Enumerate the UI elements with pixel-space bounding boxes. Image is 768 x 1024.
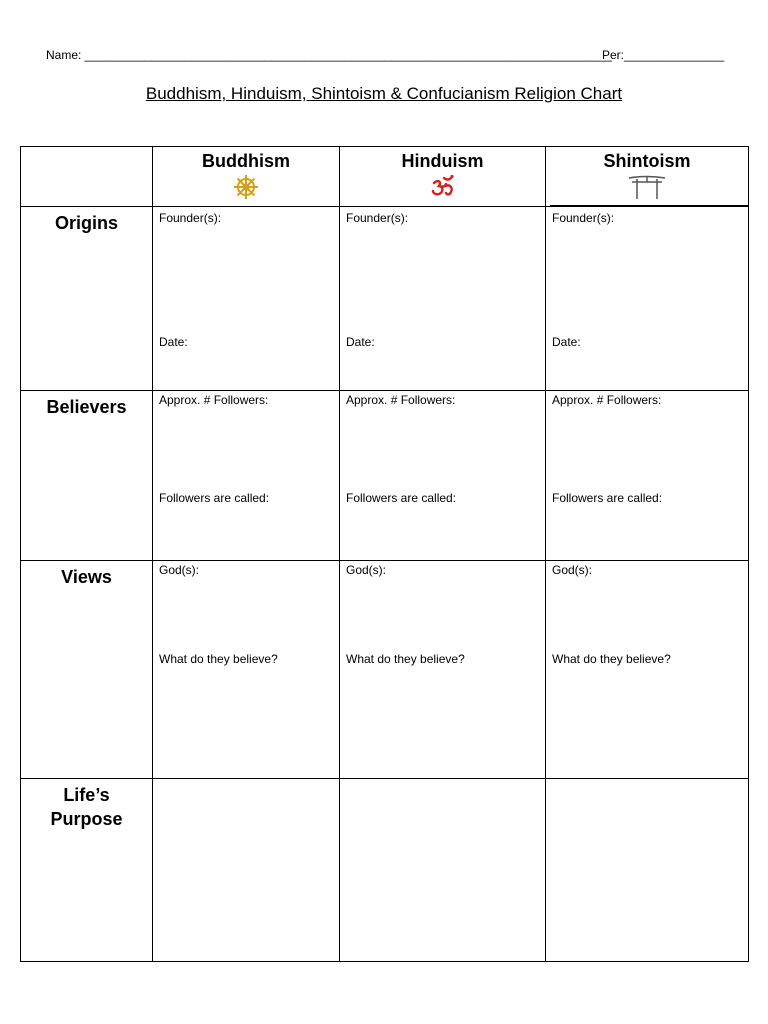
followers-called-label: Followers are called: (159, 491, 270, 505)
column-title: Buddhism (202, 151, 290, 171)
approx-followers-label: Approx. # Followers: (346, 393, 456, 407)
column-header-hinduism (340, 147, 546, 207)
gods-label: God(s): (346, 563, 387, 577)
torii-gate-icon (627, 174, 667, 200)
column-header-buddhism (153, 147, 340, 207)
beliefs-label: What do they believe? (346, 652, 465, 666)
column-title: Hinduism (401, 151, 484, 171)
gods-label: God(s): (159, 563, 200, 577)
row-label-origins: Origins (21, 207, 153, 391)
approx-followers-label: Approx. # Followers: (552, 393, 662, 407)
gods-label: God(s): (552, 563, 593, 577)
cell-purpose-shintoism[interactable] (546, 779, 749, 962)
followers-called-label: Followers are called: (552, 491, 663, 505)
row-origins (21, 207, 749, 391)
cell-believers-buddhism[interactable] (153, 391, 340, 561)
beliefs-label: What do they believe? (552, 652, 671, 666)
cell-views-hinduism[interactable] (340, 561, 546, 779)
name-field[interactable]: Name: _______________________________________________________________________________ (46, 48, 612, 62)
cell-origins-shintoism[interactable] (546, 207, 749, 391)
row-label-purpose: Life’s Purpose (21, 779, 153, 962)
column-header-shintoism (546, 147, 749, 207)
om-icon (430, 174, 456, 200)
cell-believers-shintoism[interactable] (546, 391, 749, 561)
header-row (21, 147, 749, 207)
row-views (21, 561, 749, 779)
corner-cell (21, 147, 153, 207)
cell-purpose-hinduism[interactable] (340, 779, 546, 962)
cell-purpose-buddhism[interactable] (153, 779, 340, 962)
followers-called-label: Followers are called: (346, 491, 457, 505)
row-purpose (21, 779, 749, 962)
row-label-believers: Believers (21, 391, 153, 561)
row-believers (21, 391, 749, 561)
beliefs-label: What do they believe? (159, 652, 278, 666)
page-title: Buddhism, Hinduism, Shintoism & Confucianism Religion Chart (145, 84, 623, 103)
date-label: Date: (159, 335, 188, 349)
row-label-views: Views (21, 561, 153, 779)
dharma-wheel-icon (233, 174, 259, 200)
date-label: Date: (346, 335, 375, 349)
cell-views-shintoism[interactable] (546, 561, 749, 779)
period-field[interactable]: Per:_______________ (602, 48, 725, 62)
cell-believers-hinduism[interactable] (340, 391, 546, 561)
cell-views-buddhism[interactable] (153, 561, 340, 779)
date-label: Date: (552, 335, 581, 349)
founder-label: Founder(s): (346, 211, 409, 225)
founder-label: Founder(s): (552, 211, 615, 225)
cell-origins-buddhism[interactable] (153, 207, 340, 391)
founder-label: Founder(s): (159, 211, 222, 225)
cell-origins-hinduism[interactable] (340, 207, 546, 391)
religion-chart-table (20, 146, 749, 962)
approx-followers-label: Approx. # Followers: (159, 393, 269, 407)
column-title: Shintoism (603, 151, 691, 171)
